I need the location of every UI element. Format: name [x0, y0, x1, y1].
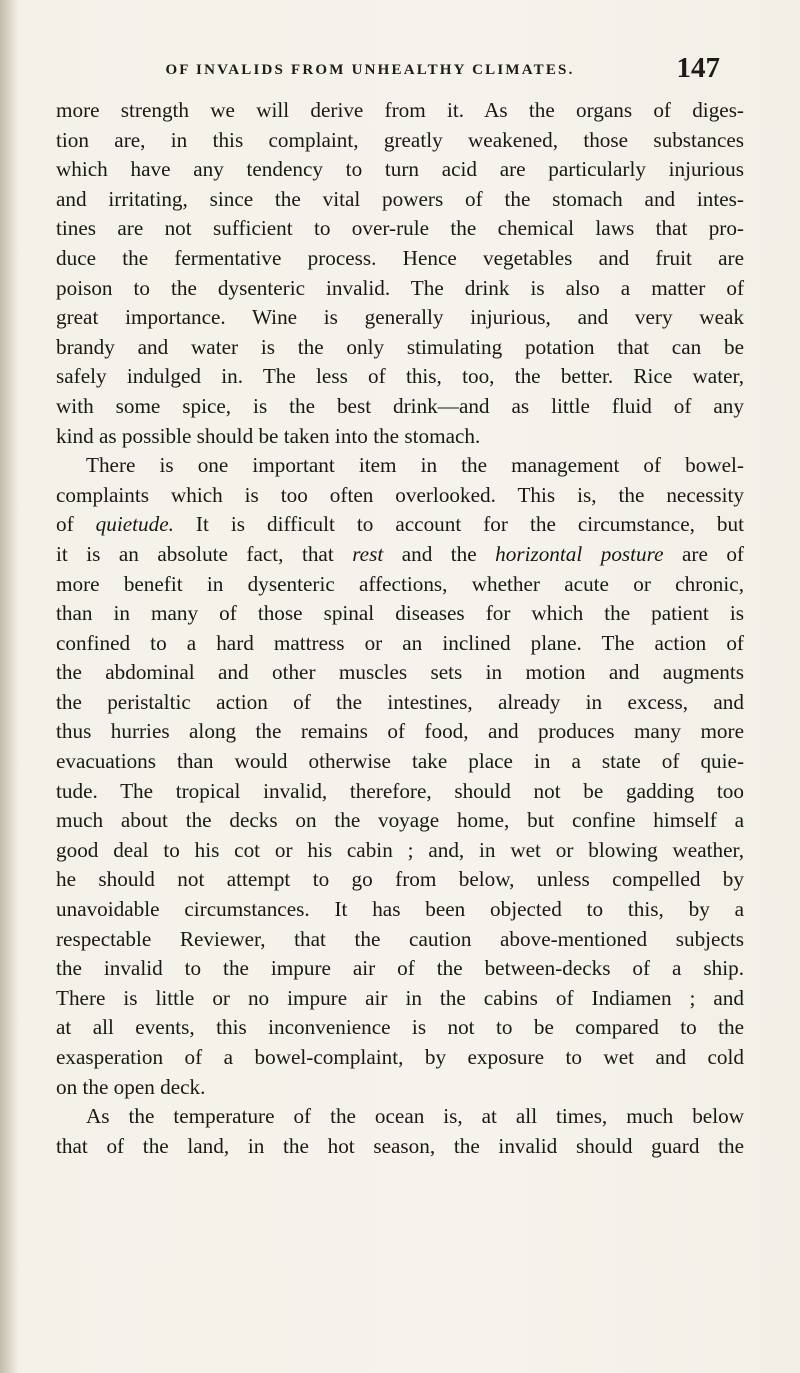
- text-line: [56, 836, 744, 866]
- text-line: [56, 806, 744, 836]
- text-run: tion are, in this complaint, greatly weakened, those substances: [56, 127, 744, 152]
- text-line: [56, 481, 744, 511]
- text-run: the invalid to the impure air of the between-decks of a ship.: [56, 956, 744, 981]
- text-run: the peristaltic action of the intestines, already in excess, and: [56, 689, 744, 714]
- text-run: There is one important item in the management of bowel-: [86, 453, 744, 478]
- text-run: great importance. Wine is generally injurious, and very weak: [56, 305, 744, 330]
- text-line: [56, 777, 744, 807]
- text-line: [56, 96, 744, 126]
- text-line: [56, 451, 744, 481]
- text-line: [56, 244, 744, 274]
- running-head-title: OF INVALIDS FROM UNHEALTHY CLIMATES.: [165, 62, 575, 78]
- text-run: and irritating, since the vital powers of the stomach and intes-: [56, 186, 744, 211]
- text-line: [56, 392, 744, 422]
- text-line: [56, 540, 744, 570]
- text-run: with some spice, is the best drink—and as little fluid of any: [56, 393, 744, 418]
- body-text: [56, 96, 744, 1161]
- text-line: [56, 1043, 744, 1073]
- text-line: [56, 895, 744, 925]
- text-line: [56, 984, 744, 1014]
- text-line: [56, 747, 744, 777]
- text-run: duce the fermentative process. Hence vegetables and fruit are: [56, 245, 744, 270]
- text-run: As the temperature of the ocean is, at all times, much below: [86, 1104, 744, 1129]
- page-number: 147: [676, 52, 720, 84]
- text-run: at all events, this inconvenience is not to be compared to the: [56, 1015, 744, 1040]
- text-run: confined to a hard mattress or an inclined plane. The action of: [56, 630, 744, 655]
- text-run: evacuations than would otherwise take place in a state of quie-: [56, 749, 744, 774]
- text-line: [56, 303, 744, 333]
- gutter-shadow: [0, 0, 18, 1373]
- italic-text: rest: [352, 541, 384, 566]
- text-line: [56, 274, 744, 304]
- text-line: [56, 629, 744, 659]
- text-line: [56, 1073, 744, 1103]
- text-run: unavoidable circumstances. It has been objected to this, by a: [56, 897, 744, 922]
- text-run: tude. The tropical invalid, therefore, should not be gadding too: [56, 778, 744, 803]
- text-line: [56, 717, 744, 747]
- text-run: tines are not sufficient to over-rule the chemical laws that pro-: [56, 216, 744, 241]
- text-run: it is an absolute fact, that: [56, 541, 353, 566]
- text-line: [56, 925, 744, 955]
- text-run: poison to the dysenteric invalid. The drink is also a matter of: [56, 275, 744, 300]
- italic-text: horizontal posture: [495, 541, 664, 566]
- text-line: [56, 362, 744, 392]
- text-run: which have any tendency to turn acid are particularly injurious: [56, 157, 744, 182]
- text-line: [56, 658, 744, 688]
- text-line: [56, 126, 744, 156]
- text-line: [56, 422, 744, 452]
- text-line: [56, 1132, 744, 1162]
- text-run: brandy and water is the only stimulating potation that can be: [56, 334, 744, 359]
- text-run: and the: [383, 541, 496, 566]
- text-run: are of: [663, 541, 744, 566]
- text-run: more strength we will derive from it. As the organs of diges-: [56, 98, 744, 122]
- text-line: [56, 333, 744, 363]
- text-run: It is difficult to account for the circumstance, but: [173, 512, 744, 537]
- text-line: [56, 185, 744, 215]
- text-run: exasperation of a bowel-complaint, by exposure to wet and cold: [56, 1045, 744, 1069]
- text-run: good deal to his cot or his cabin ; and, in wet or blowing weather,: [56, 837, 744, 862]
- text-line: [56, 155, 744, 185]
- text-run: that of the land, in the hot season, the invalid should guard the: [56, 1133, 744, 1158]
- text-run: more benefit in dysenteric affections, whether acute or chronic,: [56, 571, 744, 596]
- text-run: of: [56, 512, 96, 537]
- text-run: the abdominal and other muscles sets in motion and augments: [56, 660, 744, 685]
- running-head: [110, 52, 720, 92]
- text-run: There is little or no impure air in the cabins of Indiamen ; and: [56, 985, 744, 1010]
- italic-text: quietude.: [95, 512, 174, 537]
- text-run: respectable Reviewer, that the caution above-mentioned subjects: [56, 926, 744, 951]
- text-line: [56, 954, 744, 984]
- text-run: he should not attempt to go from below, unless compelled by: [56, 867, 744, 892]
- text-line: [56, 1013, 744, 1043]
- text-line: [56, 688, 744, 718]
- text-line: [56, 1102, 744, 1132]
- text-run: on the open deck.: [56, 1074, 206, 1099]
- text-line: [56, 599, 744, 629]
- text-line: [56, 865, 744, 895]
- text-run: much about the decks on the voyage home, but confine himself a: [56, 808, 744, 833]
- text-run: thus hurries along the remains of food, and produces many more: [56, 719, 744, 744]
- text-line: [56, 214, 744, 244]
- text-run: than in many of those spinal diseases for which the patient is: [56, 601, 744, 626]
- text-run: complaints which is too often overlooked. This is, the necessity: [56, 482, 744, 507]
- text-run: safely indulged in. The less of this, too, the better. Rice water,: [56, 364, 744, 389]
- text-line: [56, 510, 744, 540]
- text-run: kind as possible should be taken into the stomach.: [56, 423, 481, 448]
- text-line: [56, 570, 744, 600]
